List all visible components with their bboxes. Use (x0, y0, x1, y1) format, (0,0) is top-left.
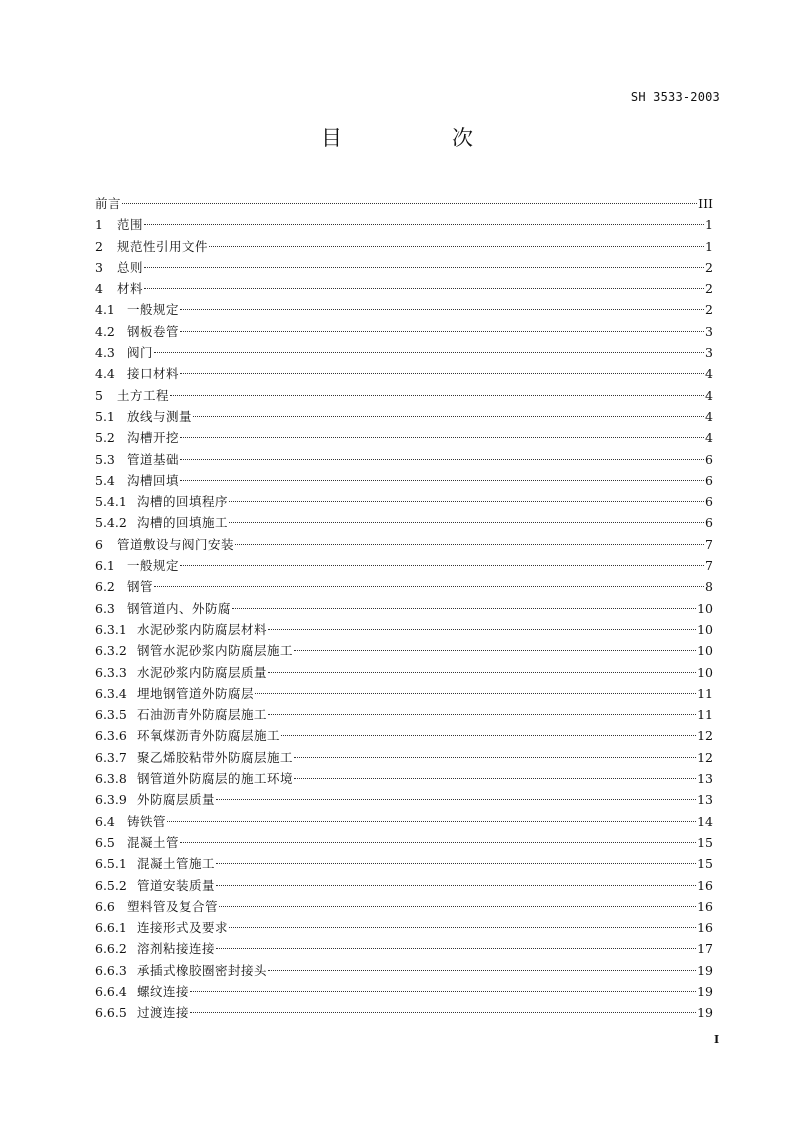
toc-leader-dots (268, 713, 696, 715)
toc-entry-number: 5.2 (95, 430, 115, 446)
toc-leader-dots (219, 905, 696, 907)
toc-entry-number: 5.4 (95, 472, 115, 488)
title-char-2: 次 (452, 126, 473, 150)
toc-entry-label: 阀门 (127, 345, 154, 361)
toc-entry-page: 12 (697, 728, 713, 744)
toc-entry-page: 10 (697, 621, 713, 637)
toc-entry-page: III (698, 196, 713, 211)
toc-entry-label: 连接形式及要求 (137, 920, 229, 936)
toc-entry[interactable] (95, 663, 713, 684)
toc-entry-number: 5.4.2 (95, 515, 127, 531)
title-char-1: 目 (321, 126, 342, 150)
toc-entry-number: 6.6.3 (95, 962, 127, 978)
toc-entry-label: 一般规定 (127, 302, 180, 318)
toc-leader-dots (255, 692, 696, 694)
toc-entry-page: 16 (697, 898, 713, 914)
toc-entry-page: 16 (697, 920, 713, 936)
toc-entry[interactable] (95, 982, 713, 1003)
toc-entry-number: 6.3.6 (95, 728, 127, 744)
toc-entry-page: 3 (705, 345, 713, 361)
toc-entry-page: 19 (697, 1005, 713, 1021)
toc-entry[interactable] (95, 471, 713, 492)
toc-entry[interactable] (95, 620, 713, 641)
toc-entry-label: 石油沥青外防腐层施工 (137, 707, 268, 723)
toc-leader-dots (281, 734, 696, 736)
toc-entry-label: 放线与测量 (127, 408, 193, 424)
toc-entry-number: 6.3.9 (95, 792, 127, 808)
toc-entry-label: 混凝土管 (127, 834, 180, 850)
toc-entry-number: 4.1 (95, 302, 115, 318)
toc-entry-page: 10 (697, 664, 713, 680)
toc-entry-page: 10 (697, 643, 713, 659)
toc-entry-label: 范围 (117, 217, 144, 233)
toc-entry[interactable] (95, 939, 713, 960)
toc-leader-dots (216, 862, 696, 864)
toc-entry[interactable] (95, 300, 713, 321)
toc-entry[interactable] (95, 641, 713, 662)
toc-leader-dots (190, 1011, 696, 1013)
toc-entry-page: 4 (705, 408, 713, 424)
toc-entry-label: 管道基础 (127, 451, 180, 467)
toc-entry-page: 1 (705, 217, 713, 233)
toc-entry-number: 6.3.3 (95, 664, 127, 680)
toc-entry-label: 水泥砂浆内防腐层质量 (137, 664, 268, 680)
toc-entry-number: 6.5.1 (95, 856, 127, 872)
toc-entry[interactable] (95, 769, 713, 790)
toc-entry[interactable] (95, 577, 713, 598)
toc-entry-number: 6.5 (95, 834, 115, 850)
toc-entry-label: 沟槽的回填程序 (137, 494, 229, 510)
toc-leader-dots (216, 884, 696, 886)
toc-entry[interactable] (95, 556, 713, 577)
toc-entry-number: 5 (95, 387, 103, 403)
toc-entry[interactable] (95, 535, 713, 556)
toc-entry-page: 3 (705, 323, 713, 339)
toc-entry-page: 10 (697, 600, 713, 616)
toc-entry-page: 13 (697, 792, 713, 808)
toc-entry-number: 5.3 (95, 451, 115, 467)
toc-leader-dots (180, 436, 704, 438)
toc-entry-number: 3 (95, 259, 103, 275)
toc-leader-dots (294, 756, 696, 758)
toc-leader-dots (144, 287, 704, 289)
toc-entry[interactable] (95, 726, 713, 747)
toc-entry-page: 11 (697, 707, 713, 723)
toc-entry-label: 水泥砂浆内防腐层材料 (137, 621, 268, 637)
toc-entry[interactable] (95, 215, 713, 236)
toc-entry[interactable] (95, 364, 713, 385)
toc-leader-dots (294, 777, 696, 779)
toc-leader-dots (180, 564, 704, 566)
toc-entry-label: 螺纹连接 (137, 983, 190, 999)
toc-leader-dots (229, 500, 704, 502)
toc-entry-page: 1 (705, 238, 713, 254)
toc-entry-page: 13 (697, 771, 713, 787)
toc-entry[interactable] (95, 599, 713, 620)
toc-entry-number: 4.3 (95, 345, 115, 361)
toc-entry-number: 6.3.7 (95, 749, 127, 765)
toc-entry[interactable] (95, 833, 713, 854)
toc-entry-label: 总则 (117, 259, 144, 275)
toc-entry-page: 15 (697, 856, 713, 872)
toc-entry-page: 16 (697, 877, 713, 893)
toc-entry[interactable] (95, 428, 713, 449)
toc-entry[interactable] (95, 876, 713, 897)
toc-leader-dots (154, 585, 704, 587)
toc-entry[interactable] (95, 918, 713, 939)
toc-entry[interactable] (95, 790, 713, 811)
toc-entry-number: 6.3.4 (95, 685, 127, 701)
toc-entry-page: 4 (705, 387, 713, 403)
toc-entry-label: 钢管道内、外防腐 (127, 600, 232, 616)
toc-leader-dots (144, 266, 704, 268)
toc-entry-number: 2 (95, 238, 103, 254)
toc-leader-dots (144, 223, 704, 225)
toc-entry-page: 4 (705, 366, 713, 382)
toc-entry-page: 6 (705, 515, 713, 531)
toc-entry[interactable] (95, 705, 713, 726)
toc-entry[interactable] (95, 513, 713, 534)
toc-leader-dots (154, 351, 704, 353)
toc-entry-label: 溶剂粘接连接 (137, 941, 216, 957)
toc-entry-label: 聚乙烯胶粘带外防腐层施工 (137, 749, 294, 765)
toc-entry[interactable] (95, 194, 713, 215)
toc-entry[interactable] (95, 492, 713, 513)
toc-entry-number: 6.6.4 (95, 983, 127, 999)
toc-entry-label: 材料 (117, 281, 144, 297)
table-of-contents (95, 194, 713, 1025)
toc-leader-dots (268, 628, 696, 630)
toc-entry[interactable] (95, 386, 713, 407)
toc-entry[interactable] (95, 1003, 713, 1024)
toc-entry-page: 12 (697, 749, 713, 765)
toc-entry-page: 17 (697, 941, 713, 957)
toc-leader-dots (180, 458, 704, 460)
toc-entry-label: 铸铁管 (127, 813, 167, 829)
toc-entry-number: 6.6.5 (95, 1005, 127, 1021)
toc-leader-dots (167, 820, 696, 822)
toc-entry-number: 5.4.1 (95, 494, 127, 510)
toc-entry-number: 6.3.5 (95, 707, 127, 723)
toc-entry-number: 6.1 (95, 558, 115, 574)
toc-leader-dots (216, 798, 696, 800)
toc-entry-number: 5.1 (95, 408, 115, 424)
toc-leader-dots (268, 969, 696, 971)
toc-entry-page: 2 (705, 302, 713, 318)
toc-entry-label: 钢管水泥砂浆内防腐层施工 (137, 643, 294, 659)
toc-entry-label: 土方工程 (117, 387, 170, 403)
toc-entry-number: 4 (95, 281, 103, 297)
toc-entry-label: 管道敷设与阀门安装 (117, 536, 235, 552)
toc-entry-number: 1 (95, 217, 103, 233)
toc-entry-number: 6.3.8 (95, 771, 127, 787)
document-code: SH 3533-2003 (630, 90, 720, 104)
toc-entry-label: 混凝土管施工 (137, 856, 216, 872)
toc-entry[interactable] (95, 961, 713, 982)
toc-entry[interactable] (95, 897, 713, 918)
toc-entry-label: 埋地钢管道外防腐层 (137, 685, 255, 701)
toc-entry-page: 6 (705, 472, 713, 488)
toc-entry-page: 4 (705, 430, 713, 446)
toc-entry-label: 钢板卷管 (127, 323, 180, 339)
toc-entry[interactable] (95, 322, 713, 343)
toc-entry-number: 6.2 (95, 579, 115, 595)
toc-entry[interactable] (95, 237, 713, 258)
toc-leader-dots (229, 521, 704, 523)
toc-entry-page: 14 (697, 813, 713, 829)
toc-leader-dots (232, 607, 696, 609)
toc-entry-label: 前言 (95, 196, 122, 211)
toc-entry[interactable] (95, 279, 713, 300)
toc-entry-number: 6.4 (95, 813, 115, 829)
toc-entry-page: 19 (697, 962, 713, 978)
toc-entry-label: 承插式橡胶圈密封接头 (137, 962, 268, 978)
toc-leader-dots (235, 543, 704, 545)
toc-leader-dots (294, 649, 696, 651)
toc-entry-number: 4.4 (95, 366, 115, 382)
toc-entry-number: 6.5.2 (95, 877, 127, 893)
toc-entry-label: 钢管 (127, 579, 154, 595)
toc-leader-dots (122, 202, 697, 204)
toc-entry-label: 塑料管及复合管 (127, 898, 219, 914)
toc-leader-dots (229, 926, 696, 928)
toc-entry[interactable] (95, 854, 713, 875)
toc-leader-dots (216, 947, 696, 949)
toc-entry-label: 环氧煤沥青外防腐层施工 (137, 728, 281, 744)
toc-entry-page: 6 (705, 494, 713, 510)
toc-entry-page: 19 (697, 983, 713, 999)
toc-leader-dots (170, 394, 704, 396)
toc-entry-page: 8 (705, 579, 713, 595)
toc-leader-dots (180, 479, 704, 481)
toc-leader-dots (180, 308, 704, 310)
toc-leader-dots (180, 841, 696, 843)
toc-leader-dots (180, 330, 704, 332)
toc-entry-label: 一般规定 (127, 558, 180, 574)
toc-entry-number: 4.2 (95, 323, 115, 339)
toc-entry-number: 6.3.2 (95, 643, 127, 659)
toc-entry-page: 15 (697, 834, 713, 850)
toc-entry-label: 接口材料 (127, 366, 180, 382)
toc-entry-number: 6.6 (95, 898, 115, 914)
toc-entry-page: 2 (705, 259, 713, 275)
toc-entry-label: 规范性引用文件 (117, 238, 209, 254)
toc-entry-label: 钢管道外防腐层的施工环境 (137, 771, 294, 787)
toc-entry[interactable] (95, 684, 713, 705)
toc-entry-label: 沟槽的回填施工 (137, 515, 229, 531)
toc-entry-number: 6 (95, 536, 103, 552)
page-number: I (714, 1033, 720, 1046)
toc-entry[interactable] (95, 258, 713, 279)
toc-entry[interactable] (95, 450, 713, 471)
toc-leader-dots (193, 415, 704, 417)
toc-entry-label: 沟槽回填 (127, 472, 180, 488)
toc-entry-page: 6 (705, 451, 713, 467)
toc-entry-number: 6.6.1 (95, 920, 127, 936)
toc-entry-label: 沟槽开挖 (127, 430, 180, 446)
toc-entry[interactable] (95, 343, 713, 364)
page-title (0, 122, 794, 152)
toc-leader-dots (268, 671, 696, 673)
toc-entry-page: 7 (705, 558, 713, 574)
toc-entry-label: 过渡连接 (137, 1005, 190, 1021)
toc-entry-number: 6.6.2 (95, 941, 127, 957)
toc-entry-label: 管道安装质量 (137, 877, 216, 893)
toc-entry[interactable] (95, 407, 713, 428)
toc-entry-number: 6.3 (95, 600, 115, 616)
toc-entry-page: 7 (705, 536, 713, 552)
toc-entry-page: 2 (705, 281, 713, 297)
toc-entry-number: 6.3.1 (95, 621, 127, 637)
toc-entry[interactable] (95, 748, 713, 769)
toc-leader-dots (209, 245, 704, 247)
toc-entry-label: 外防腐层质量 (137, 792, 216, 808)
toc-entry-page: 11 (697, 685, 713, 701)
toc-leader-dots (180, 372, 704, 374)
toc-entry[interactable] (95, 812, 713, 833)
toc-leader-dots (190, 990, 696, 992)
